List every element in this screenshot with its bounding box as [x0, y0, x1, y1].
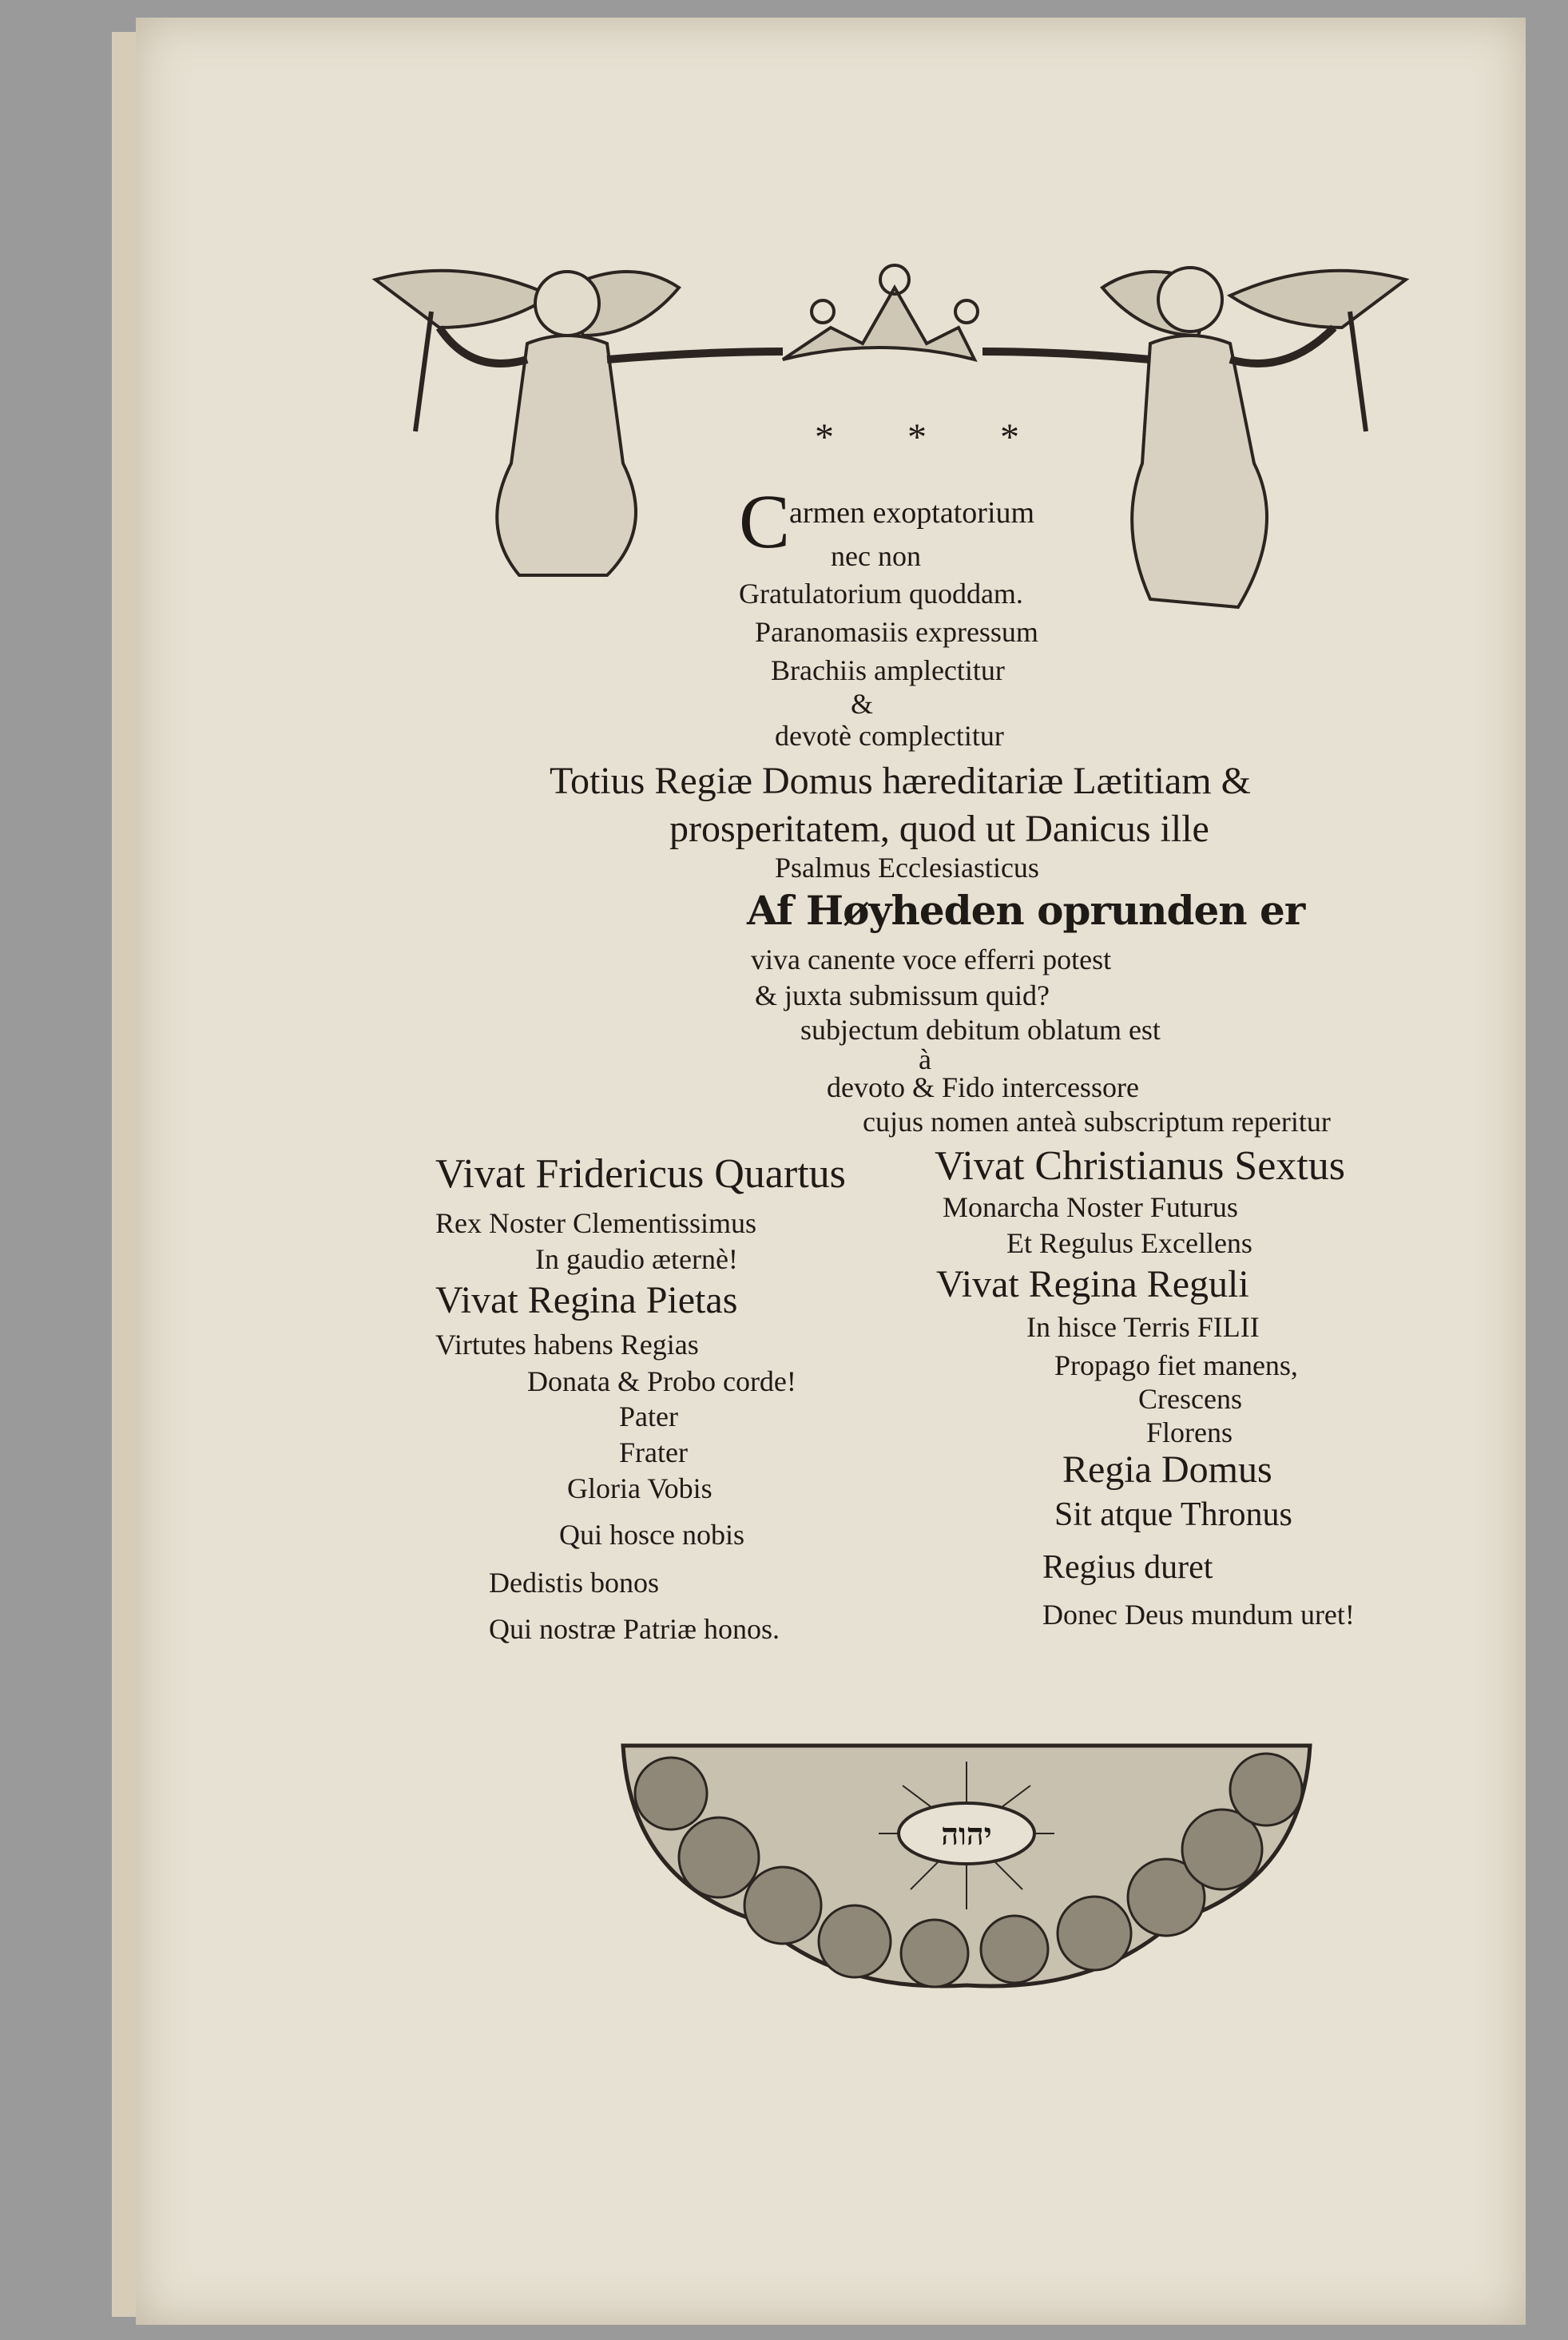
title-line-12: viva canente voce efferri potest [751, 944, 1112, 975]
right-line-3: Et Regulus Excellens [1006, 1227, 1252, 1259]
right-line-11: Regius duret [1042, 1549, 1213, 1586]
dropcap-letter: C [739, 479, 791, 564]
left-line-7: Pater [619, 1400, 678, 1432]
title-line-5: Brachiis amplectitur [771, 654, 1005, 686]
left-line-2: Rex Noster Clementissimus [435, 1207, 756, 1239]
right-line-10: Sit atque Thronus [1054, 1496, 1292, 1533]
title-line-7: devotè complectitur [775, 720, 1004, 752]
title-line-13: & juxta submissum quid? [755, 979, 1050, 1011]
title-line-11: Af Høyheden oprunden er [747, 887, 1305, 934]
title-line-10: Psalmus Ecclesiasticus [775, 852, 1039, 884]
title-line-3: Gratulatorium quoddam. [739, 578, 1023, 610]
left-line-11: Dedistis bonos [489, 1567, 660, 1599]
tetragrammaton-text: יהוה [941, 1816, 992, 1852]
left-line-1: Vivat Fridericus Quartus [435, 1151, 846, 1197]
clouds-sunburst-woodcut [615, 1738, 1318, 1993]
left-line-9: Gloria Vobis [567, 1472, 713, 1504]
title-line-15: à [919, 1043, 931, 1075]
left-line-5: Virtutes habens Regias [435, 1329, 699, 1361]
title-line-4: Paranomasiis expressum [755, 616, 1038, 648]
title-line-2: nec non [831, 540, 921, 572]
left-line-10: Qui hosce nobis [559, 1519, 744, 1551]
right-line-5: In hisce Terris FILII [1026, 1311, 1260, 1343]
right-line-12: Donec Deus mundum uret! [1042, 1599, 1355, 1631]
title-line-16: devoto & Fido intercessore [827, 1071, 1139, 1103]
right-line-2: Monarcha Noster Futurus [943, 1191, 1238, 1223]
left-line-3: In gaudio æternè! [535, 1243, 738, 1275]
right-line-7: Crescens [1138, 1383, 1242, 1415]
title-line-9: prosperitatem, quod ut Danicus ille [669, 808, 1209, 850]
title-line-14: subjectum debitum oblatum est [800, 1014, 1161, 1046]
title-line-6: & [851, 688, 874, 720]
right-line-9: Regia Domus [1062, 1448, 1272, 1491]
left-line-6: Donata & Probo corde! [527, 1365, 796, 1397]
left-line-8: Frater [619, 1436, 688, 1468]
title-line-17: cujus nomen anteà subscriptum reperitur [863, 1106, 1331, 1138]
left-line-12: Qui nostræ Patriæ honos. [489, 1613, 780, 1645]
stars-ornament: * * * [815, 416, 1051, 459]
right-line-6: Propago fiet manens, [1054, 1349, 1298, 1381]
right-line-1: Vivat Christianus Sextus [935, 1143, 1345, 1189]
right-line-8: Florens [1146, 1416, 1233, 1448]
title-line-8: Totius Regiæ Domus hæreditariæ Lætitiam & [550, 760, 1251, 802]
left-line-4: Vivat Regina Pietas [435, 1279, 738, 1321]
right-line-4: Vivat Regina Reguli [936, 1263, 1249, 1305]
title-line-1: armen exoptatorium [789, 496, 1035, 530]
